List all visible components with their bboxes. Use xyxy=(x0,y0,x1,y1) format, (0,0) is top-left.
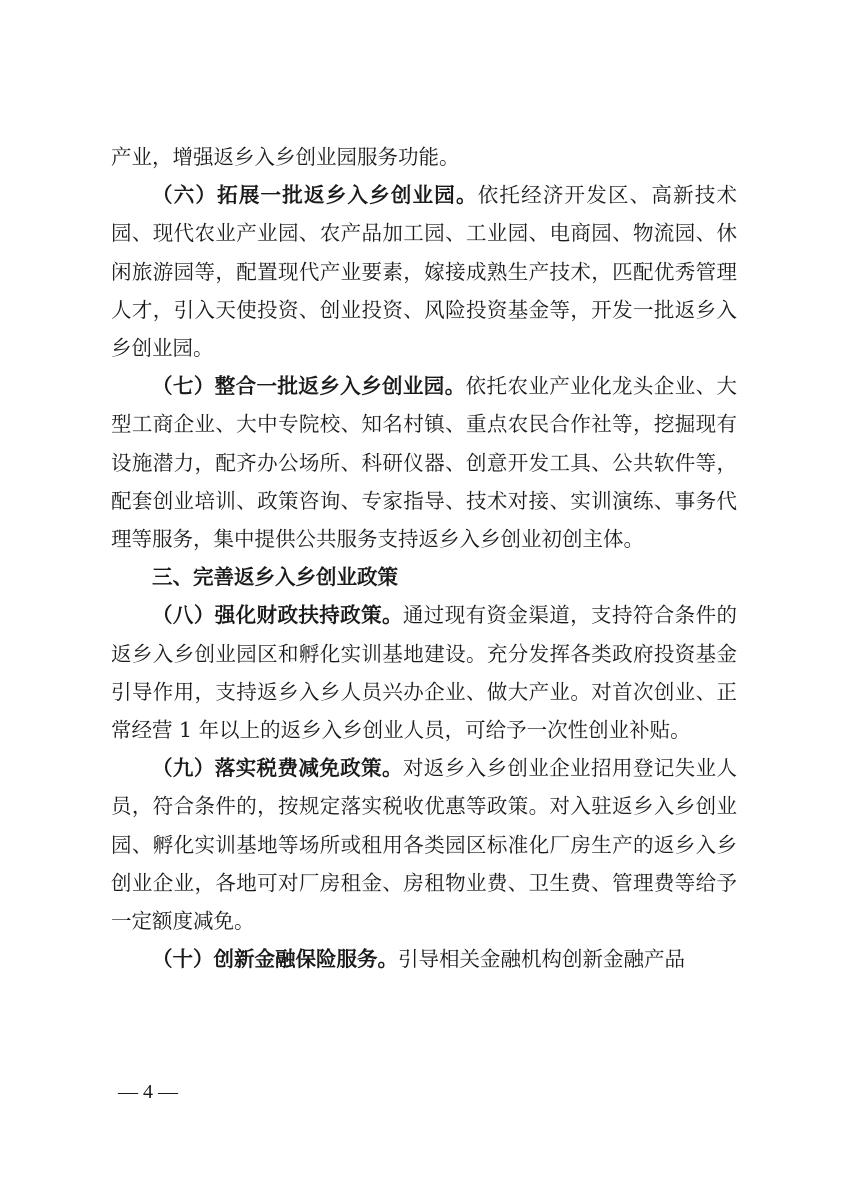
section-heading: 三、完善返乡入乡创业政策 xyxy=(152,565,398,590)
paragraph-item-9 xyxy=(111,749,737,940)
paragraph-lead: （六）拓展一批返乡入乡创业园。 xyxy=(152,183,478,208)
paragraph-continuation xyxy=(111,138,737,176)
paragraph-body: 引导相关金融机构创新金融产品 xyxy=(398,947,685,972)
paragraph-item-8 xyxy=(111,596,737,749)
paragraph-lead: （八）强化财政扶持政策。 xyxy=(152,603,403,628)
paragraph-item-6 xyxy=(111,176,737,367)
paragraph-lead: （九）落实税费减免政策。 xyxy=(152,756,403,781)
paragraph-item-7 xyxy=(111,367,737,558)
paragraph-body: 产业，增强返乡入乡创业园服务功能。 xyxy=(111,145,460,169)
paragraph-body: 对返乡入乡创业企业招用登记失业人员，符合条件的，按规定落实税收优惠等政策。对入驻返乡入乡创业园、孵化实训基地等场所或租用各类园区标准化厂房生产的返乡入乡创业企业，各地可对厂房租金、房租物业费、卫生费、管理费等给予一定额度减免。 xyxy=(111,756,738,934)
paragraph-body: 依托经济开发区、高新技术园、现代农业产业园、农产品加工园、工业园、电商园、物流园、休闲旅游园等，配置现代产业要素，嫁接成熟生产技术，匹配优秀管理人才，引入天使投资、创业投资、风险投资基金等，开发一批返乡入乡创业园。 xyxy=(111,183,738,361)
document-page xyxy=(111,138,737,978)
page-number: — 4 — xyxy=(118,1081,178,1103)
paragraph-body: 依托农业产业化龙头企业、大型工商企业、大中专院校、知名村镇、重点农民合作社等，挖掘现有设施潜力，配齐办公场所、科研仪器、创意开发工具、公共软件等，配套创业培训、政策咨询、专家指导、技术对接、实训演练、事务代理等服务，集中提供公共服务支持返乡入乡创业初创主体。 xyxy=(111,374,738,552)
paragraph-item-10 xyxy=(111,940,737,978)
paragraph-lead: （十）创新金融保险服务。 xyxy=(152,947,398,972)
paragraph-lead: （七）整合一批返乡入乡创业园。 xyxy=(152,374,466,399)
paragraph-body: 通过现有资金渠道，支持符合条件的返乡入乡创业园区和孵化实训基地建设。充分发挥各类政府投资基金引导作用，支持返乡入乡人员兴办企业、做大产业。对首次创业、正常经营 1 年以上的返乡入乡创业人员，可给予一次性创业补贴。 xyxy=(111,603,738,743)
